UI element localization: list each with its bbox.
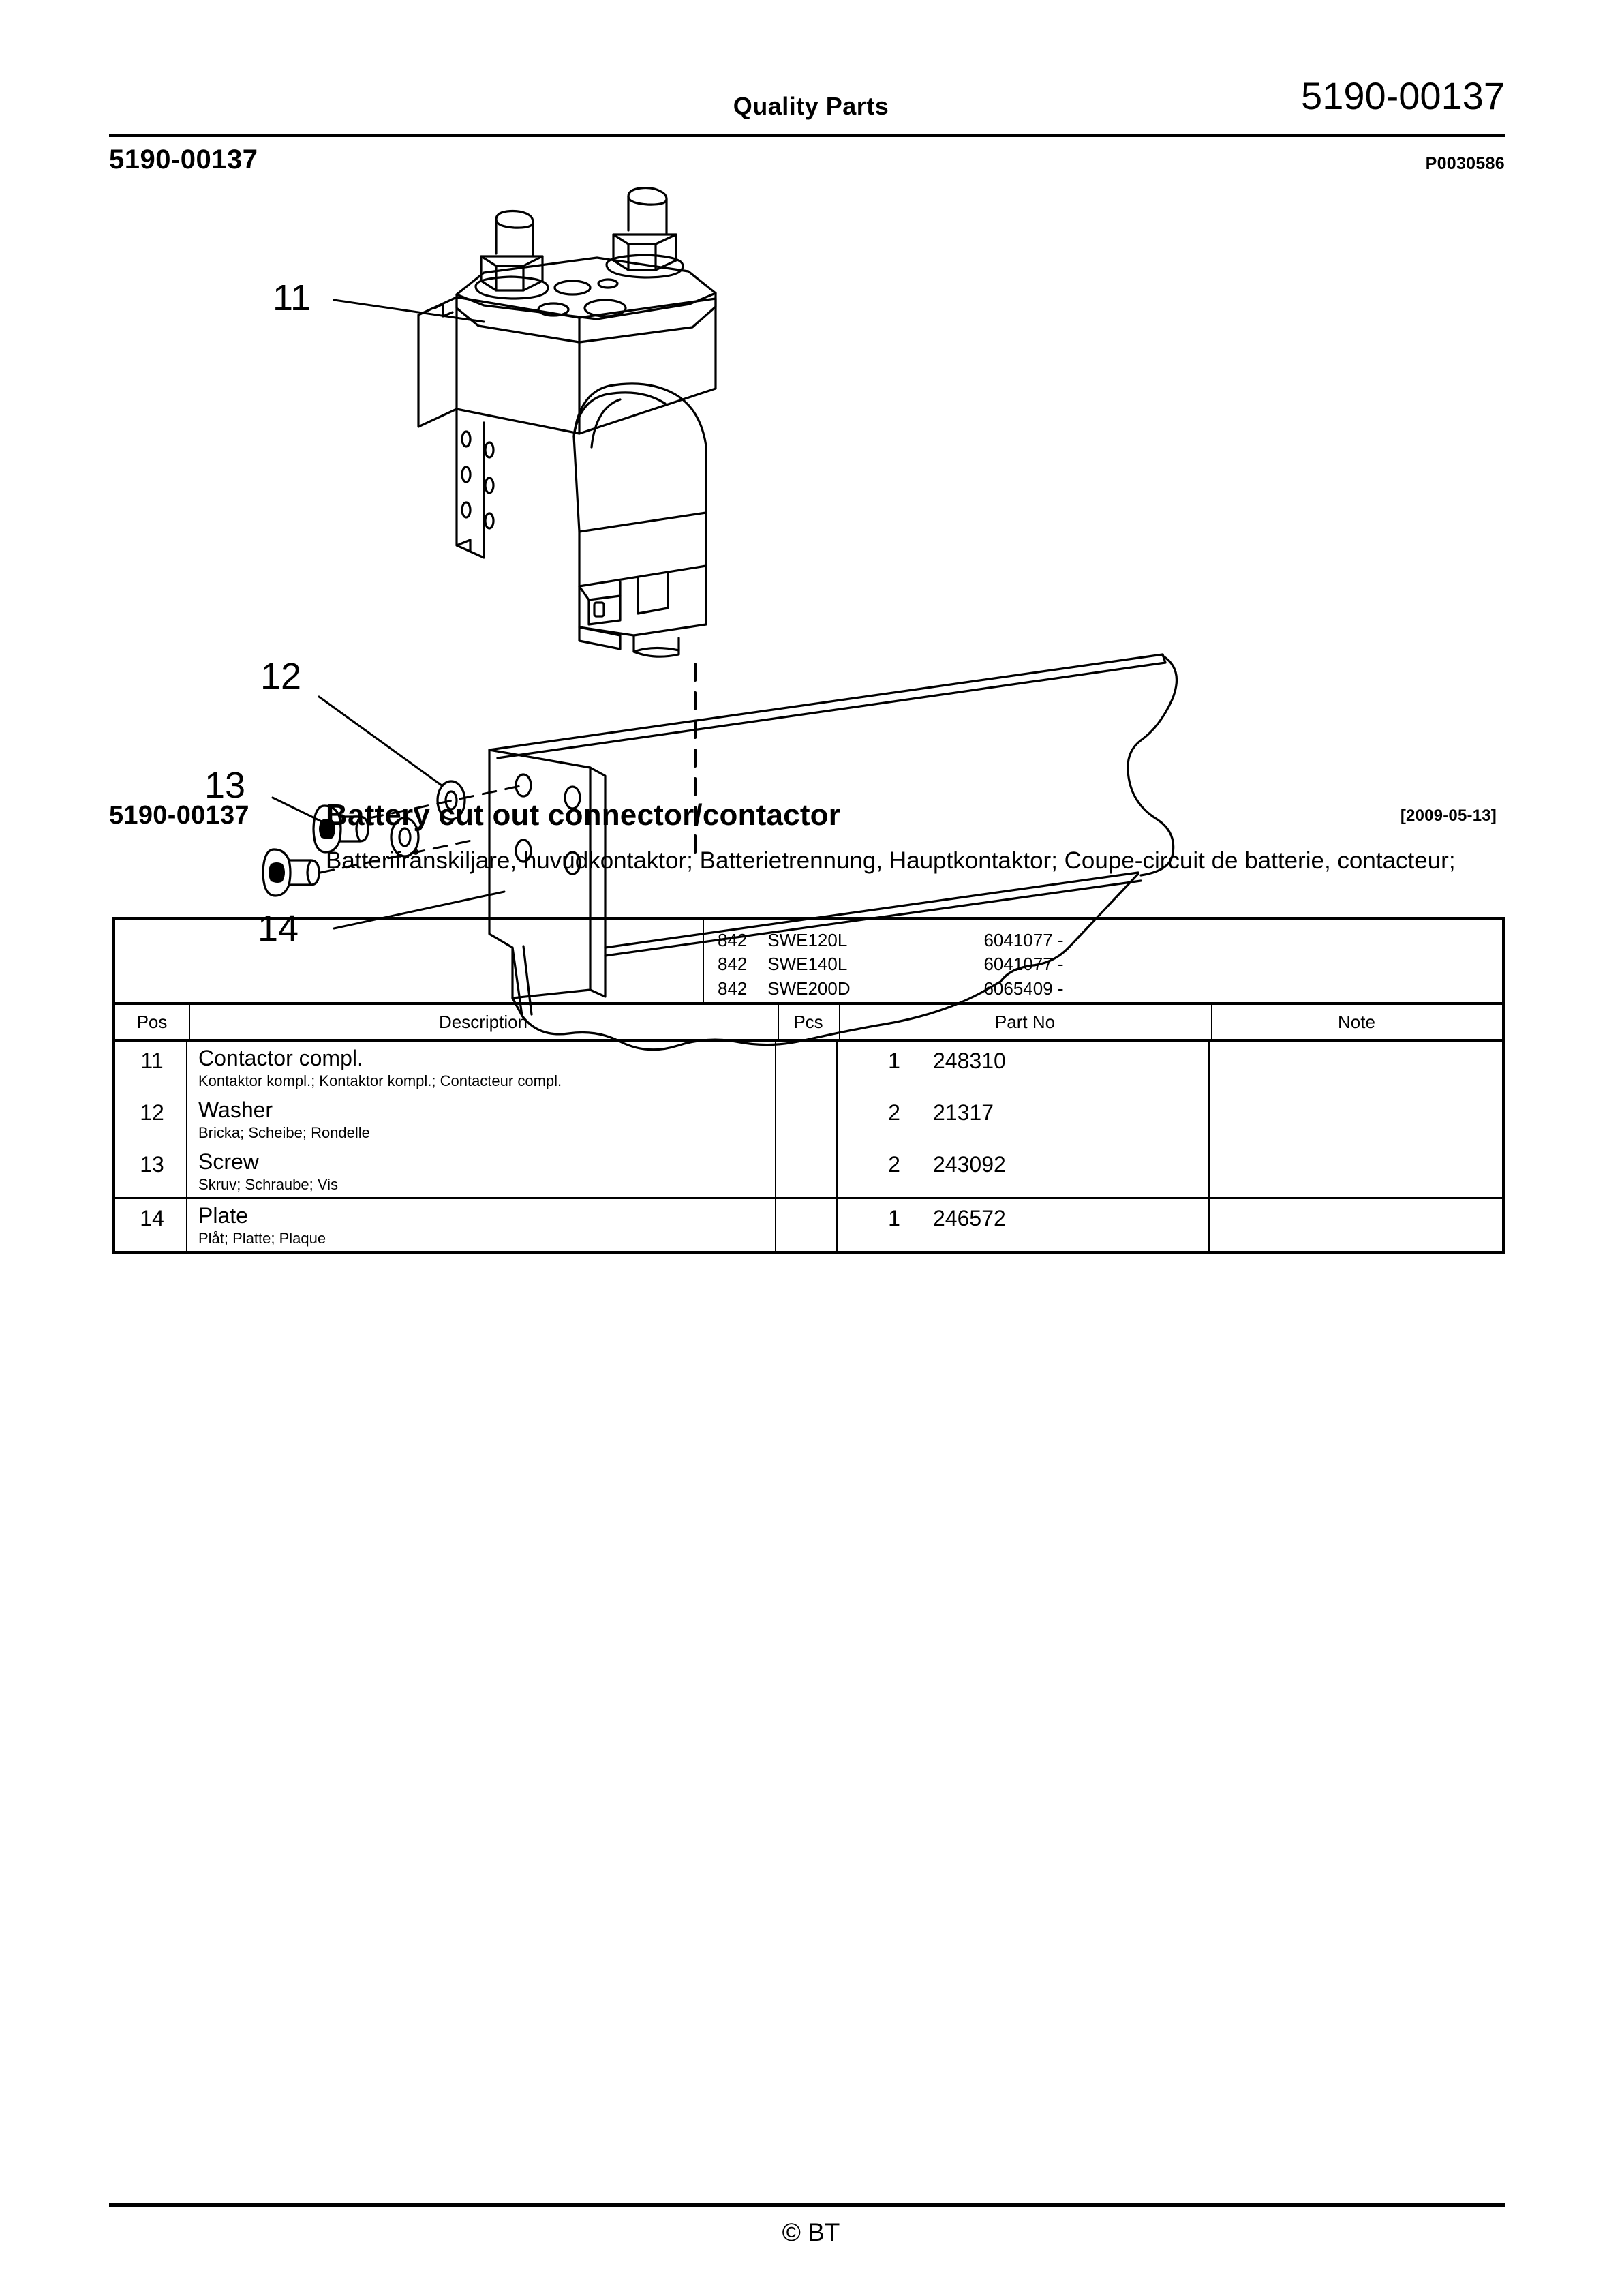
- cell-description: [198, 1145, 784, 1192]
- revision-date: [2009-05-13]: [1400, 806, 1497, 825]
- section-document-id: 5190-00137: [109, 145, 258, 175]
- description-primary: Screw: [198, 1149, 259, 1174]
- applicability-code: 842: [718, 930, 748, 950]
- section-title-block: [109, 798, 1505, 876]
- callout-label-14: 14: [258, 908, 299, 949]
- cell-description: [198, 1093, 784, 1141]
- table-row[interactable]: [115, 1042, 1502, 1093]
- applicability-code: 842: [718, 978, 748, 999]
- drawing-code: P0030586: [1425, 154, 1505, 173]
- column-header-pcs: Pcs: [793, 1011, 823, 1032]
- cell-part-no: 246572: [933, 1206, 1006, 1230]
- applicability-list: [718, 928, 1064, 1001]
- column-header-part-no: Part No: [994, 1011, 1056, 1032]
- cell-pos: 13: [140, 1152, 164, 1177]
- description-primary: Washer: [198, 1098, 273, 1122]
- cell-note: [1218, 1145, 1490, 1152]
- cell-pcs: 1: [888, 1206, 900, 1230]
- page-header: [0, 0, 1622, 175]
- cell-pcs: 2: [888, 1100, 900, 1125]
- cell-pos: 14: [140, 1206, 164, 1230]
- model-applicability-block: [112, 917, 1505, 1005]
- copyright-notice: © BT: [782, 2218, 840, 2246]
- applicability-serial-range: 6041077 -: [983, 954, 1064, 975]
- applicability-row: [718, 952, 1064, 976]
- description-translations: Skruv; Schraube; Vis: [198, 1175, 339, 1193]
- callout-label-13: 13: [204, 765, 246, 806]
- cell-part-no: 248310: [933, 1048, 1006, 1073]
- cell-pos: 11: [140, 1048, 164, 1073]
- applicability-row: [718, 928, 1064, 952]
- applicability-model: SWE200D: [767, 978, 851, 999]
- callout-label-12: 12: [260, 656, 302, 697]
- parts-table: [112, 917, 1505, 1254]
- header-document-id: 5190-00137: [1301, 74, 1505, 117]
- title-part-number: 5190-00137: [109, 801, 249, 830]
- table-row[interactable]: [115, 1093, 1502, 1145]
- cell-note: [1218, 1199, 1490, 1206]
- cell-pcs: 1: [888, 1048, 900, 1073]
- column-header-description: Description: [438, 1011, 528, 1032]
- applicability-row: [718, 977, 1064, 1001]
- description-translations: Kontaktor kompl.; Kontaktor kompl.; Contacteur compl.: [198, 1072, 562, 1089]
- footer-divider: [109, 2203, 1505, 2207]
- cell-note: [1218, 1093, 1490, 1100]
- cell-description: [198, 1042, 784, 1089]
- cell-part-no: 21317: [933, 1100, 994, 1125]
- applicability-serial-range: 6041077 -: [983, 930, 1064, 950]
- contactor-assembly-graphic: [334, 188, 716, 657]
- description-translations: Plåt; Platte; Plaque: [198, 1229, 326, 1247]
- cell-pcs: 2: [888, 1152, 900, 1177]
- table-row[interactable]: [115, 1199, 1502, 1251]
- description-primary: Plate: [198, 1203, 248, 1228]
- applicability-model: SWE140L: [767, 954, 848, 975]
- applicability-code: 842: [718, 954, 748, 975]
- cell-pos: 12: [140, 1100, 164, 1125]
- catalog-title: Quality Parts: [733, 92, 889, 120]
- page-title: Battery cut out connector/contactor: [326, 798, 841, 832]
- table-row-group: [115, 1042, 1502, 1199]
- table-body: [112, 1042, 1505, 1254]
- table-header-row: [112, 1005, 1505, 1042]
- applicability-column-divider: [703, 920, 704, 1002]
- description-primary: Contactor compl.: [198, 1046, 363, 1070]
- cell-description: [198, 1199, 784, 1246]
- applicability-model: SWE120L: [767, 930, 848, 950]
- header-divider: [109, 134, 1505, 137]
- callout-label-11: 11: [273, 277, 311, 318]
- description-translations: Bricka; Scheibe; Rondelle: [198, 1123, 370, 1141]
- multilingual-subtitle: Batterifrånskiljare, huvudkontaktor; Batterietrennung, Hauptkontaktor; Coupe-circuit de batterie, contacteur;: [326, 847, 1456, 874]
- table-row-group: [115, 1199, 1502, 1251]
- column-header-note: Note: [1338, 1011, 1375, 1032]
- column-header-pos: Pos: [136, 1011, 168, 1032]
- applicability-serial-range: 6065409 -: [983, 978, 1064, 999]
- cell-part-no: 243092: [933, 1152, 1006, 1177]
- table-row[interactable]: [115, 1145, 1502, 1197]
- cell-note: [1218, 1042, 1490, 1048]
